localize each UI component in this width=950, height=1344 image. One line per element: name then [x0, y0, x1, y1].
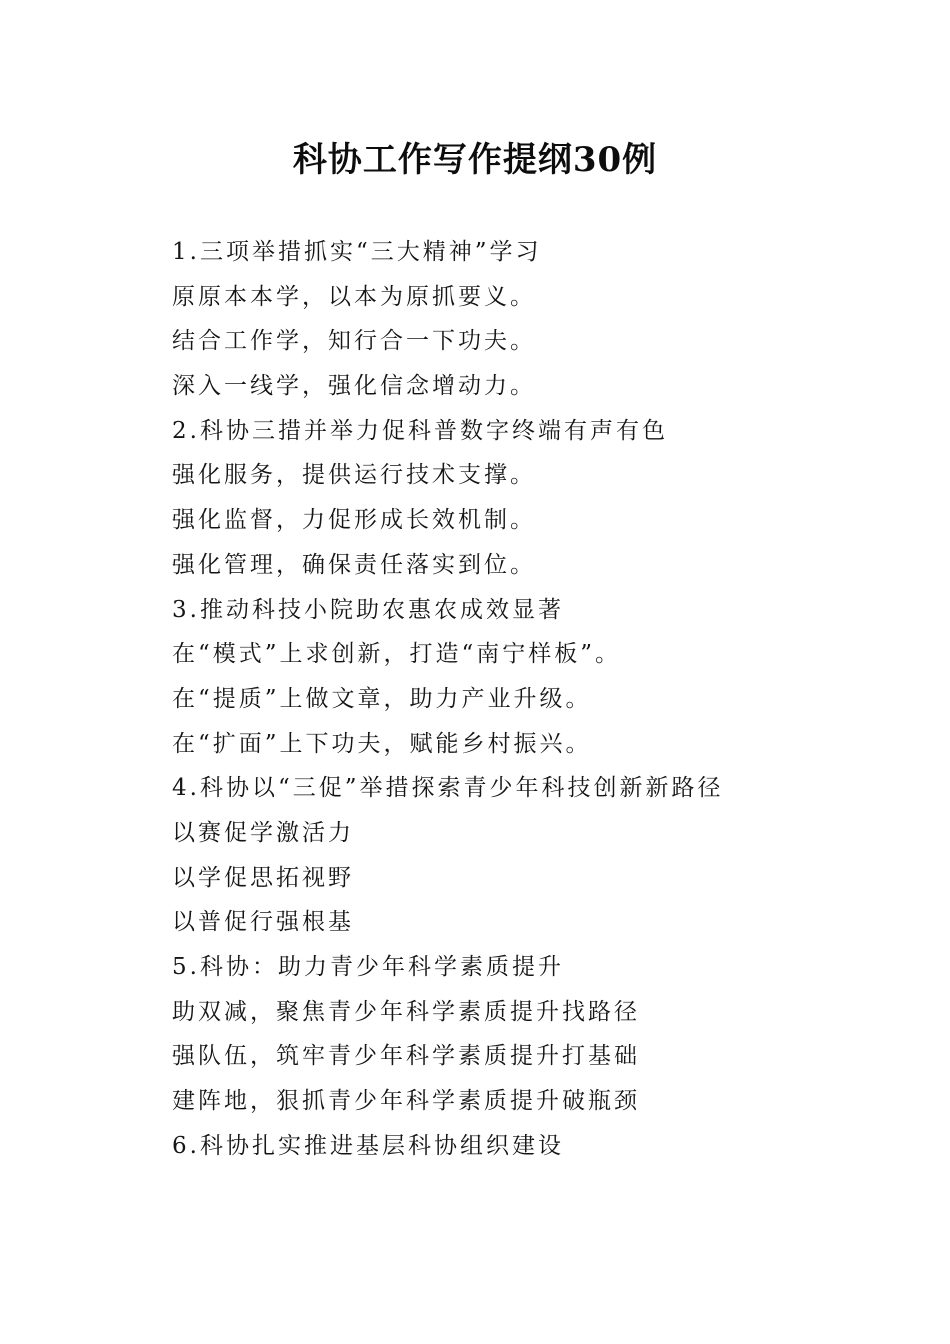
text-line: 深入一线学，强化信念增动力。 — [172, 373, 536, 400]
text-line: 强化管理，确保责任落实到位。 — [172, 551, 536, 578]
text-line: 在“模式”上求创新，打造“南宁样板”。 — [172, 641, 622, 668]
text-line: 原原本本学，以本为原抓要义。 — [172, 283, 536, 310]
text-line: 2.科协三措并举力促科普数字终端有声有色 — [172, 417, 668, 444]
text-line: 在“扩面”上下功夫，赋能乡村振兴。 — [172, 730, 592, 757]
text-line: 结合工作学，知行合一下功夫。 — [172, 328, 536, 355]
text-line: 以普促行强根基 — [172, 909, 354, 936]
text-line: 6.科协扎实推进基层科协组织建设 — [172, 1132, 564, 1159]
text-line: 建阵地，狠抓青少年科学素质提升破瓶颈 — [172, 1088, 640, 1115]
text-line: 3.推动科技小院助农惠农成效显著 — [172, 596, 564, 623]
text-line: 强队伍，筑牢青少年科学素质提升打基础 — [172, 1043, 640, 1070]
text-line: 以学促思拓视野 — [172, 864, 354, 891]
text-line: 5.科协：助力青少年科学素质提升 — [172, 954, 564, 980]
document-title: 科协工作写作提纲30例 — [292, 140, 658, 180]
text-line: 4.科协以“三促”举措探索青少年科技创新新路径 — [172, 775, 724, 802]
document-body — [172, 230, 872, 1168]
text-line: 强化监督，力促形成长效机制。 — [172, 507, 536, 534]
text-line: 在“提质”上做文章，助力产业升级。 — [172, 685, 592, 712]
text-line: 助双减，聚焦青少年科学素质提升找路径 — [172, 998, 640, 1025]
text-line: 1.三项举措抓实“三大精神”学习 — [172, 239, 542, 265]
text-line: 以赛促学激活力 — [172, 819, 354, 846]
text-line: 强化服务，提供运行技术支撑。 — [172, 462, 536, 489]
